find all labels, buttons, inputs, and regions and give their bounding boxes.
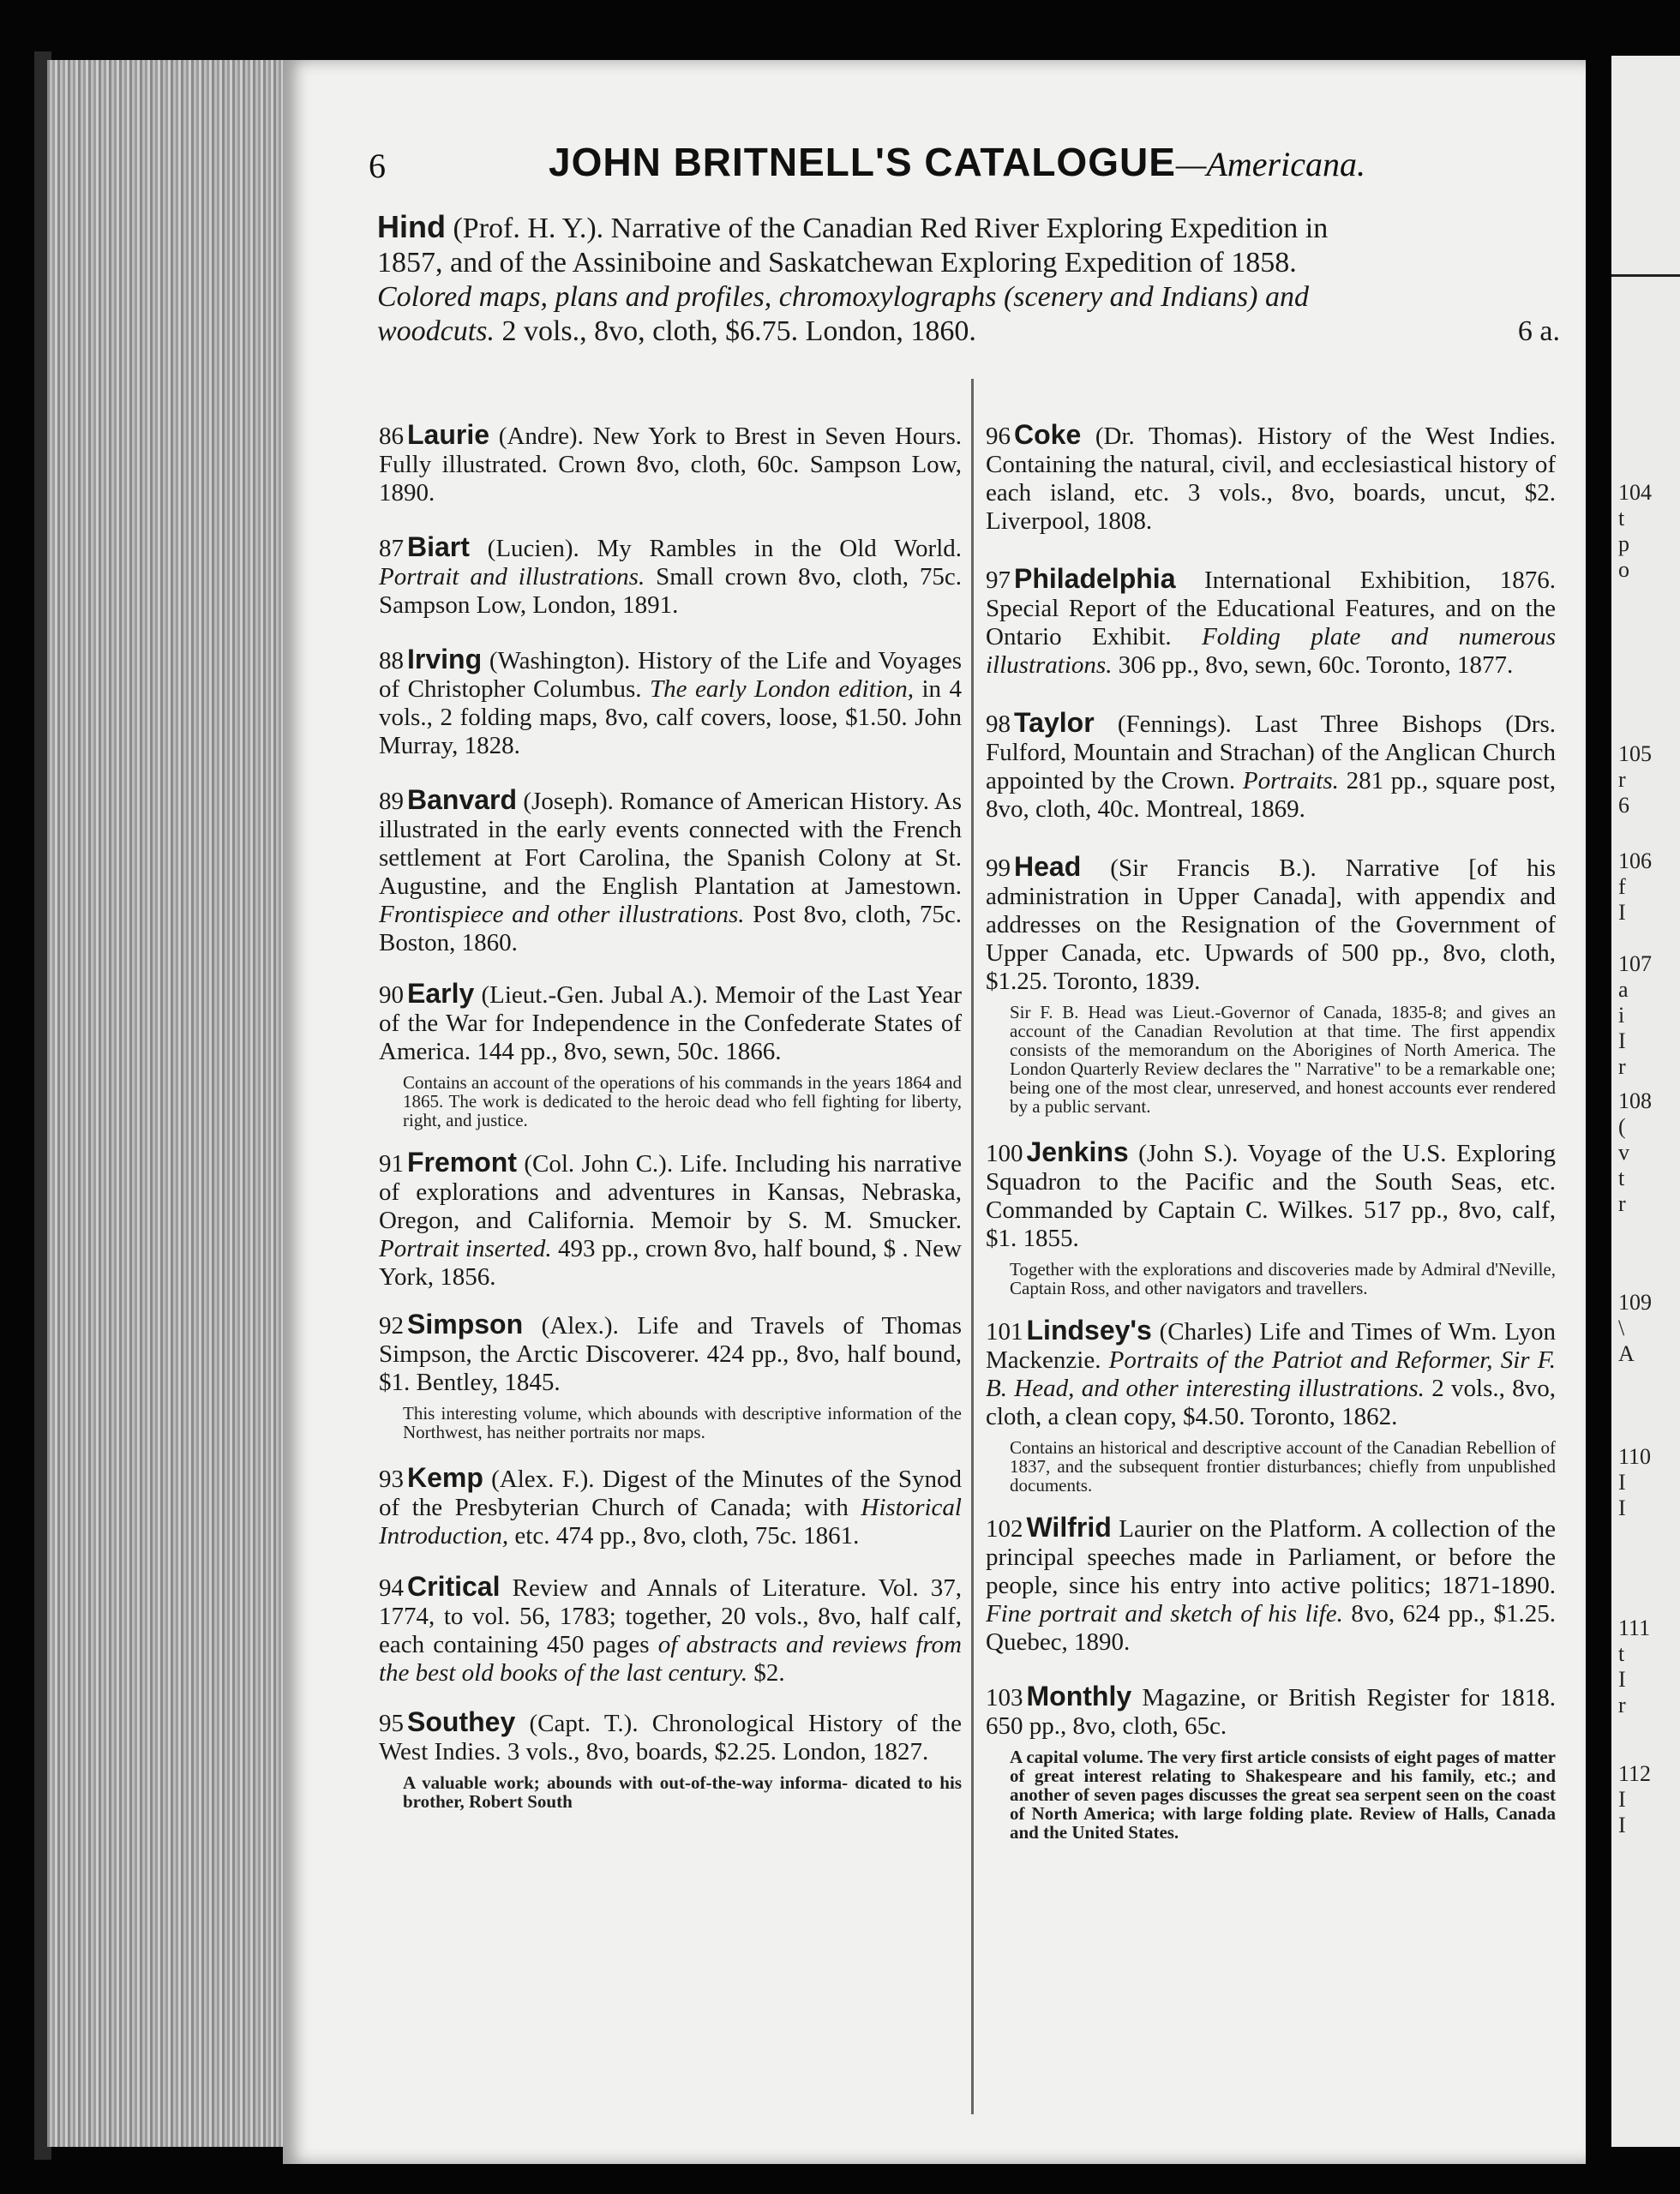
catalogue-title-text: JOHN BRITNELL'S CATALOGUE (549, 140, 1176, 184)
next-page-text: 105 (1618, 741, 1652, 766)
entry-text: Magazine, or British Register for 1818. 650 pp., 8vo, cloth, 65c. (986, 1684, 1556, 1740)
entry-tail: 2 vols., 8vo, cloth, a clean copy, $4.50. Toronto, 1862. (986, 1375, 1556, 1430)
entry-tail: 493 pp., crown 8vo, half bound, $ . New York, 1856. (379, 1235, 962, 1291)
entry-number: 88 (379, 647, 404, 674)
lead-line-2: 1857, and of the Assiniboine and Saskatchewan Exploring Expedition of 1858. (377, 247, 1297, 279)
entry-tail: Post 8vo, cloth, 75c. Boston, 1860. (379, 901, 962, 956)
catalogue-entry-95 (379, 1708, 962, 1766)
lead-entry-hind (377, 210, 1560, 349)
catalogue-title (549, 139, 1365, 185)
entry-key: Critical (407, 1571, 501, 1602)
entry-key: Jenkins (1026, 1136, 1129, 1167)
entry-italic: of abstracts and reviews from the best old books of the last century. (379, 1631, 962, 1687)
entry-text: (Capt. T.). Chronological History of the West Indies. 3 vols., 8vo, boards, $2.25. London, 1827. (379, 1710, 962, 1765)
catalogue-entry-101 (986, 1316, 1556, 1431)
entry-key: Irving (407, 644, 483, 674)
next-page-text: r (1618, 1191, 1626, 1216)
entry-key: Wilfrid (1026, 1512, 1112, 1543)
next-page-text: o (1618, 557, 1629, 582)
entry-text: (Lucien). My Rambles in the Old World. (469, 535, 962, 562)
entry-number: 89 (379, 788, 404, 815)
lead-line-4 (377, 315, 1560, 349)
entry-text: (Washington). History of the Life and Voyages of Christopher Columbus. (379, 647, 962, 703)
entry-tail: $2. (747, 1659, 785, 1687)
entry-italic: Portrait and illustrations. (379, 563, 645, 590)
entry-note: A valuable work; abounds with out-of-the-way informa- dicated to his brother, Robert South (403, 1772, 962, 1812)
next-page-text: i (1618, 1003, 1625, 1028)
entry-text: (Alex.). Life and Travels of Thomas Simpson, the Arctic Discoverer. 424 pp., 8vo, half bound, $1. Bentley, 1845. (379, 1312, 962, 1396)
next-page-text: I (1618, 1496, 1626, 1520)
entry-tail: 306 pp., 8vo, sewn, 60c. Toronto, 1877. (1112, 651, 1514, 679)
lead-ital: woodcuts. (377, 315, 495, 347)
entry-number: 97 (986, 566, 1011, 594)
catalogue-page (283, 60, 1586, 2164)
entry-key: Southey (407, 1706, 516, 1737)
entry-text: (Lieut.-Gen. Jubal A.). Memoir of the Last Year of the War for Independence in the Confederate States of America. 144 pp., 8vo, sewn, 50c. 1866. (379, 981, 962, 1065)
left-column (379, 399, 962, 1811)
catalogue-entry-98 (986, 709, 1556, 824)
entry-tail: Small crown 8vo, cloth, 75c. Sampson Low, London, 1891. (379, 563, 962, 619)
catalogue-entry-103 (986, 1682, 1556, 1741)
next-page-text: 104 (1618, 480, 1652, 505)
catalogue-entry-100 (986, 1138, 1556, 1253)
catalogue-entry-89 (379, 786, 962, 957)
entry-key: Kemp (407, 1462, 483, 1493)
catalogue-entry-86 (379, 421, 962, 507)
next-page-text: 110 (1618, 1444, 1652, 1469)
entry-text: Laurier on the Platform. A collection of the principal speeches made in Parliament, or before the people, since his entry into active politics; 1871-1890. (986, 1515, 1556, 1599)
entry-note: This interesting volume, which abounds with descriptive information of the Northwest, has neither portraits nor maps. (403, 1403, 962, 1442)
next-page-text: 112 (1618, 1761, 1652, 1786)
lead-line-4-text (377, 315, 976, 349)
next-page-text: I (1618, 1667, 1626, 1692)
next-page-text: v (1618, 1140, 1629, 1165)
lead-text-4: 2 vols., 8vo, cloth, $6.75. London, 1860. (494, 315, 976, 347)
next-page-text: ( (1618, 1114, 1626, 1139)
entry-key: Head (1014, 851, 1082, 882)
entry-note: Together with the explorations and discoveries made by Admiral d'Neville, Captain Ross, and other navigators and travellers. (1010, 1259, 1556, 1298)
next-page-text: f (1618, 874, 1626, 899)
next-page-text: I (1618, 1028, 1626, 1053)
entry-text: International Exhibition, 1876. Special Report of the Educational Features, and on the Ontario Exhibit. (986, 566, 1556, 650)
entry-italic: Frontispiece and other illustrations. (379, 901, 745, 928)
next-page-text: t (1618, 1641, 1625, 1666)
page-edges (47, 60, 283, 2147)
page-header (369, 139, 1569, 199)
catalogue-entry-91 (379, 1148, 962, 1292)
lead-line-3: Colored maps, plans and profiles, chromoxylographs (scenery and Indians) and (377, 281, 1309, 313)
entry-key: Early (407, 978, 475, 1009)
next-page-text: 108 (1618, 1088, 1652, 1113)
entry-key: Laurie (407, 419, 490, 450)
next-page-fragment (1611, 56, 1680, 2147)
next-page-rule (1611, 274, 1680, 277)
entry-number: 100 (986, 1140, 1023, 1167)
catalogue-entry-97 (986, 565, 1556, 680)
catalogue-entry-96 (986, 421, 1556, 536)
entry-text: (Joseph). Romance of American History. As illustrated in the early events connected with the French settlement at Fort Carolina, the Spanish Colony at St. Augustine, and the English Plantation at Jamestown. (379, 788, 962, 900)
next-page-text: 6 (1618, 793, 1629, 818)
entry-key: Lindsey's (1026, 1315, 1152, 1346)
entry-italic: Portrait inserted. (379, 1235, 552, 1262)
entry-text: Review and Annals of Literature. Vol. 37, 1774, to vol. 56, 1783; together, 20 vols., 8vo, half calf, each containing 450 pages (379, 1574, 962, 1658)
next-page-text: A (1618, 1341, 1635, 1366)
next-page-text: I (1618, 1787, 1626, 1812)
entry-number: 96 (986, 423, 1011, 450)
next-page-text: r (1618, 1054, 1626, 1079)
entry-text: (Sir Francis B.). Narrative [of his administration in Upper Canada], with appendix and addresses on the Resignation of the Government of Upper Canada, etc. Upwards of 500 pp., 8vo, cloth, $1.25. Toronto, 1839. (986, 854, 1556, 995)
catalogue-entry-90 (379, 980, 962, 1066)
entry-number: 94 (379, 1574, 404, 1602)
entry-number: 101 (986, 1318, 1023, 1346)
entry-text: (Dr. Thomas). History of the West Indies. Containing the natural, civil, and ecclesiastical history of each island, etc. 3 vols., 8vo, boards, uncut, $2. Liverpool, 1808. (986, 423, 1556, 535)
entry-note: Sir F. B. Head was Lieut.-Governor of Canada, 1835-8; and gives an account of the Canadian Revolution at that time. The first appendix consists of the memorandum on the Aborigines of North America. The London Quarterly Review declares the " Narrative" to be a remarkable one; being one of the most clear, unreserved, and honest accounts ever rendered by a public servant. (1010, 1002, 1556, 1117)
entry-text: (Alex. F.). Digest of the Minutes of the Synod of the Presbyterian Church of Canada; with (379, 1466, 962, 1521)
entry-number: 93 (379, 1466, 404, 1493)
entry-number: 91 (379, 1150, 404, 1178)
next-page-text: 109 (1618, 1290, 1652, 1315)
entry-text: (Fennings). Last Three Bishops (Drs. Fulford, Mountain and Strachan) of the Anglican Church appointed by the Crown. (986, 710, 1556, 794)
entry-italic: Fine portrait and sketch of his life. (986, 1600, 1343, 1628)
entry-key: Taylor (1014, 707, 1095, 738)
entry-italic: Portraits of the Patriot and Reformer, Sir F. B. Head, and other interesting illustrations. (986, 1346, 1556, 1402)
next-page-text: t (1618, 1166, 1625, 1190)
lead-line-1 (377, 210, 1560, 246)
next-page-text: 106 (1618, 848, 1652, 873)
entry-number: 103 (986, 1684, 1023, 1711)
entry-key: Hind (377, 209, 446, 244)
catalogue-entry-87 (379, 533, 962, 620)
entry-italic: Folding plate and numerous illustrations. (986, 623, 1556, 679)
entry-note: A capital volume. The very first article consists of eight pages of matter of great interest relating to Shakespeare and his family, etc.; and another of seven pages discusses the great sea serpent seen on the coast of North America; with large folding plate. Review of Halls, Canada and the United States. (1010, 1747, 1556, 1843)
next-page-text: I (1618, 1470, 1626, 1495)
entry-note: Contains an historical and descriptive account of the Canadian Rebellion of 1837, and the subsequent frontier disturbances; chiefly from unpublished documents. (1010, 1437, 1556, 1496)
page-number: 6 (369, 147, 386, 185)
entry-tail: etc. 474 pp., 8vo, cloth, 75c. 1861. (508, 1522, 860, 1550)
entry-number: 102 (986, 1515, 1023, 1543)
entry-key: Philadelphia (1014, 563, 1176, 594)
entry-number: 87 (379, 535, 404, 562)
next-page-text: t (1618, 506, 1625, 531)
entry-italic: Historical Introduction, (379, 1494, 962, 1550)
next-page-text: r (1618, 767, 1626, 792)
entry-tail: 281 pp., square post, 8vo, cloth, 40c. Montreal, 1869. (986, 767, 1557, 823)
entry-italic: Portraits. (1242, 767, 1339, 794)
catalogue-entry-94 (379, 1573, 962, 1687)
entry-number: 98 (986, 710, 1011, 738)
next-page-text: r (1618, 1693, 1626, 1717)
next-page-text: I (1618, 1813, 1626, 1837)
catalogue-entry-88 (379, 645, 962, 760)
catalogue-entry-93 (379, 1464, 962, 1550)
lead-code: 6 a. (1517, 315, 1560, 347)
entry-italic: The early London edition, (650, 675, 914, 703)
entry-number: 90 (379, 981, 404, 1009)
entry-text: (Col. John C.). Life. Including his narrative of explorations and adventures in Kansas, Nebraska, Oregon, and California. Memoir by S. M. Smucker. (379, 1150, 962, 1234)
entry-number: 99 (986, 854, 1011, 882)
catalogue-entry-102 (986, 1514, 1556, 1657)
right-column (986, 399, 1556, 1842)
column-divider (971, 379, 974, 2114)
entry-key: Banvard (407, 784, 518, 815)
entry-text: (Charles) Life and Times of Wm. Lyon Mackenzie. (986, 1318, 1556, 1374)
catalogue-entry-92 (379, 1310, 962, 1397)
entry-tail: in 4 vols., 2 folding maps, 8vo, calf covers, loose, $1.50. John Murray, 1828. (379, 675, 962, 759)
entry-text: (Andre). New York to Brest in Seven Hours. Fully illustrated. Crown 8vo, cloth, 60c. Sampson Low, 1890. (379, 423, 962, 507)
lead-text-1: (Prof. H. Y.). Narrative of the Canadian Red River Exploring Expedition in (445, 213, 1329, 244)
next-page-text: a (1618, 977, 1629, 1002)
entry-text: (John S.). Voyage of the U.S. Exploring Squadron to the Pacific and the South Seas, etc. Commanded by Captain C. Wilkes. 517 pp., 8vo, calf, $1. 1855. (986, 1140, 1556, 1252)
entry-key: Simpson (407, 1309, 524, 1340)
entry-key: Monthly (1026, 1681, 1132, 1711)
catalogue-entry-99 (986, 853, 1556, 996)
entry-key: Coke (1014, 419, 1082, 450)
entry-note: Contains an account of the operations of his commands in the years 1864 and 1865. The work is dedicated to the heroic dead who fell fighting for liberty, right, and justice. (403, 1072, 962, 1130)
entry-tail: 8vo, 624 pp., $1.25. Quebec, 1890. (986, 1600, 1556, 1656)
entry-number: 86 (379, 423, 404, 450)
entry-key: Fremont (407, 1147, 517, 1178)
entry-number: 95 (379, 1710, 404, 1737)
next-page-text: I (1618, 900, 1626, 925)
next-page-text: 107 (1618, 951, 1652, 976)
entry-number: 92 (379, 1312, 404, 1340)
next-page-text: 111 (1618, 1616, 1651, 1640)
catalogue-subtitle: —Americana. (1175, 145, 1365, 183)
entry-key: Biart (407, 531, 470, 562)
next-page-text: p (1618, 531, 1629, 556)
next-page-text: \ (1618, 1316, 1625, 1340)
